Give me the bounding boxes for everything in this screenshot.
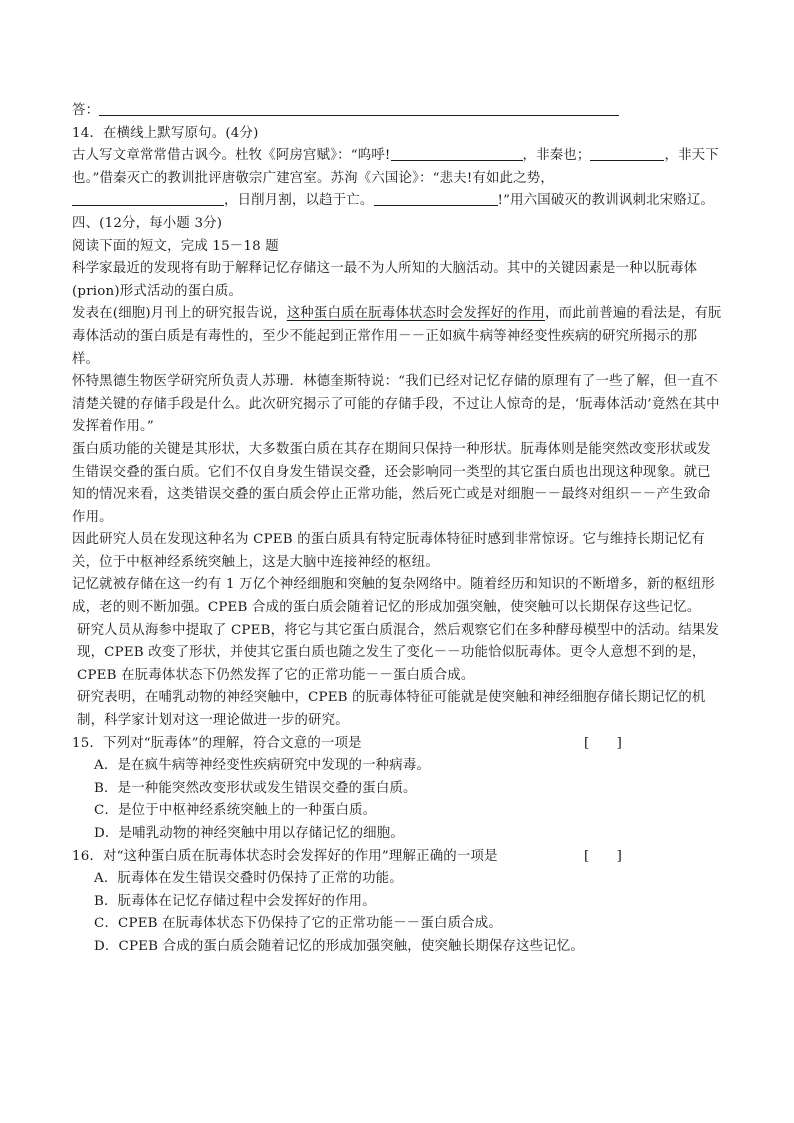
q15-option-a[interactable]: A．是在疯牛病等神经变性疾病研究中发现的一种病毒。 xyxy=(94,758,431,774)
passage-paragraph-4: 蛋白质功能的关键是其形状，大多数蛋白质在其存在期间只保持一种形状。朊毒体则是能突然改变形状或发生错误交叠的蛋白质。它们不仅自身发生错误交叠，还会影响同一类型的其它蛋白质也出现这种现象。就已知的情况来看，这类错误交叠的蛋白质会停止正常功能，然后死亡或是对细胞－－最终对组织－－产生致命作用。 xyxy=(72,441,711,525)
answer-blank[interactable] xyxy=(99,101,619,116)
passage-paragraph-6: 记忆就被存储在这一约有 1 万亿个神经细胞和突触的复杂网络中。随着经历和知识的不断增多，新的枢纽形成，老的则不断加强。CPEB 合成的蛋白质会随着记忆的形成加强突触，使突触可以长期保存这些记忆。 xyxy=(72,577,715,616)
q14-title: 14．在横线上默写原句。(4分) xyxy=(72,125,259,141)
answer-line xyxy=(72,100,722,123)
q16-option-a[interactable]: A．朊毒体在发生错误交叠时仍保持了正常的功能。 xyxy=(94,871,403,887)
q16-stem-text: 16．对“这种蛋白质在朊毒体状态时会发挥好的作用”理解正确的一项是 xyxy=(72,848,498,864)
q15-option-b[interactable]: B．是一种能突然改变形状或发生错误交叠的蛋白质。 xyxy=(94,780,417,796)
q15-answer-bracket[interactable]: [ ] xyxy=(583,735,622,751)
q15-stem xyxy=(72,733,722,756)
q14-text-4: 辽。 xyxy=(686,193,714,209)
q14-text-3a: ，日削月割，以趋于亡。 xyxy=(224,193,374,209)
q15-option-d[interactable]: D．是哺乳动物的神经突触中用以存储记忆的细胞。 xyxy=(94,826,404,841)
q14-blank-3[interactable] xyxy=(72,191,224,206)
q16-option-b[interactable]: B．朊毒体在记忆存储过程中会发挥好的作用。 xyxy=(94,893,376,909)
passage-p2-underlined: 这种蛋白质在朊毒体状态时会发挥好的作用 xyxy=(286,306,545,322)
section4-title: 四、(12分，每小题 3分) xyxy=(72,215,223,231)
q14-body xyxy=(72,145,722,213)
passage-paragraph-1: 科学家最近的发现将有助于解释记忆存储这一最不为人所知的大脑活动。其中的关键因素是一种以朊毒体(prion)形式活动的蛋白质。 xyxy=(72,261,698,299)
answer-prefix: 答： xyxy=(72,103,100,118)
q16-option-d[interactable]: D．CPEB 合成的蛋白质会随着记忆的形成加强突触，使突触长期保存这些记忆。 xyxy=(94,938,584,954)
q14-text-3b: !”用六国破灭的教训讽刺北宋赂 xyxy=(497,193,687,209)
q14-text-2a: 非天下也。”借秦灭亡的教训批评唐敬宗广建宫室。苏洵《六国论》：“悲夫!有如此之势， xyxy=(72,148,719,186)
q14-text-1a: 古人写文章常常借古讽今。杜牧《阿房宫赋》：“呜呼! xyxy=(72,148,391,164)
q15-option-c[interactable]: C．是位于中枢神经系统突触上的一种蛋白质。 xyxy=(94,803,377,819)
q16-answer-bracket[interactable]: [ ] xyxy=(583,848,622,864)
passage-paragraph-3: 怀特黑德生物医学研究所负责人苏珊．林德奎斯特说：“我们已经对记忆存储的原理有了一些了解，但一直不清楚关键的存储手段是什么。此次研究揭示了可能的存储手段，不过让人惊奇的是，‘朊毒体活动’竟然在其中发挥着作用。” xyxy=(72,374,720,435)
exam-page xyxy=(72,100,722,959)
q14-text-1b: ，非秦也； xyxy=(522,148,591,164)
q14-blank-2[interactable] xyxy=(590,146,664,161)
q14-text-1c: ， xyxy=(664,148,679,164)
passage-p2-text-b: ，而此前普遍的看法是，有朊毒体活动的蛋白质是有毒性的，至少不能起到正常作用－－正如疯牛病等神经变性疾病的研究所揭示的那样。 xyxy=(72,306,722,367)
q16-stem xyxy=(72,846,722,869)
passage-paragraph-2 xyxy=(72,303,722,371)
q14-blank-4[interactable] xyxy=(374,191,498,206)
passage-paragraph-5: 因此研究人员在发现这种名为 CPEB 的蛋白质具有特定朊毒体特征时感到非常惊讶。它与维持长期记忆有关，位于中枢神经系统突触上，这是大脑中连接神经的枢纽。 xyxy=(72,532,705,570)
q16-option-c[interactable]: C．CPEB 在朊毒体状态下仍保持了它的正常功能－－蛋白质合成。 xyxy=(94,916,502,932)
passage-p2-text-a: 发表在(细胞)月刊上的研究报告说， xyxy=(72,306,287,322)
section4-intro: 阅读下面的短文，完成 15－18 题 xyxy=(72,238,279,254)
q15-stem-text: 15．下列对“朊毒体”的理解，符合文意的一项是 xyxy=(72,735,362,751)
passage-paragraph-8: 研究表明，在哺乳动物的神经突触中，CPEB 的朊毒体特征可能就是使突触和神经细胞存储长期记忆的机制，科学家计划对这一理论做进一步的研究。 xyxy=(77,690,706,729)
q14-blank-1[interactable] xyxy=(391,146,523,161)
passage-paragraph-7: 研究人员从海参中提取了 CPEB，将它与其它蛋白质混合，然后观察它们在多种酵母模型中的活动。结果发现，CPEB 改变了形状，并使其它蛋白质也随之发生了变化－－功能恰似朊毒体。更令人意想不到的是，CPEB 在朊毒体状态下仍然发挥了它的正常功能－－蛋白质合成。 xyxy=(77,622,720,683)
